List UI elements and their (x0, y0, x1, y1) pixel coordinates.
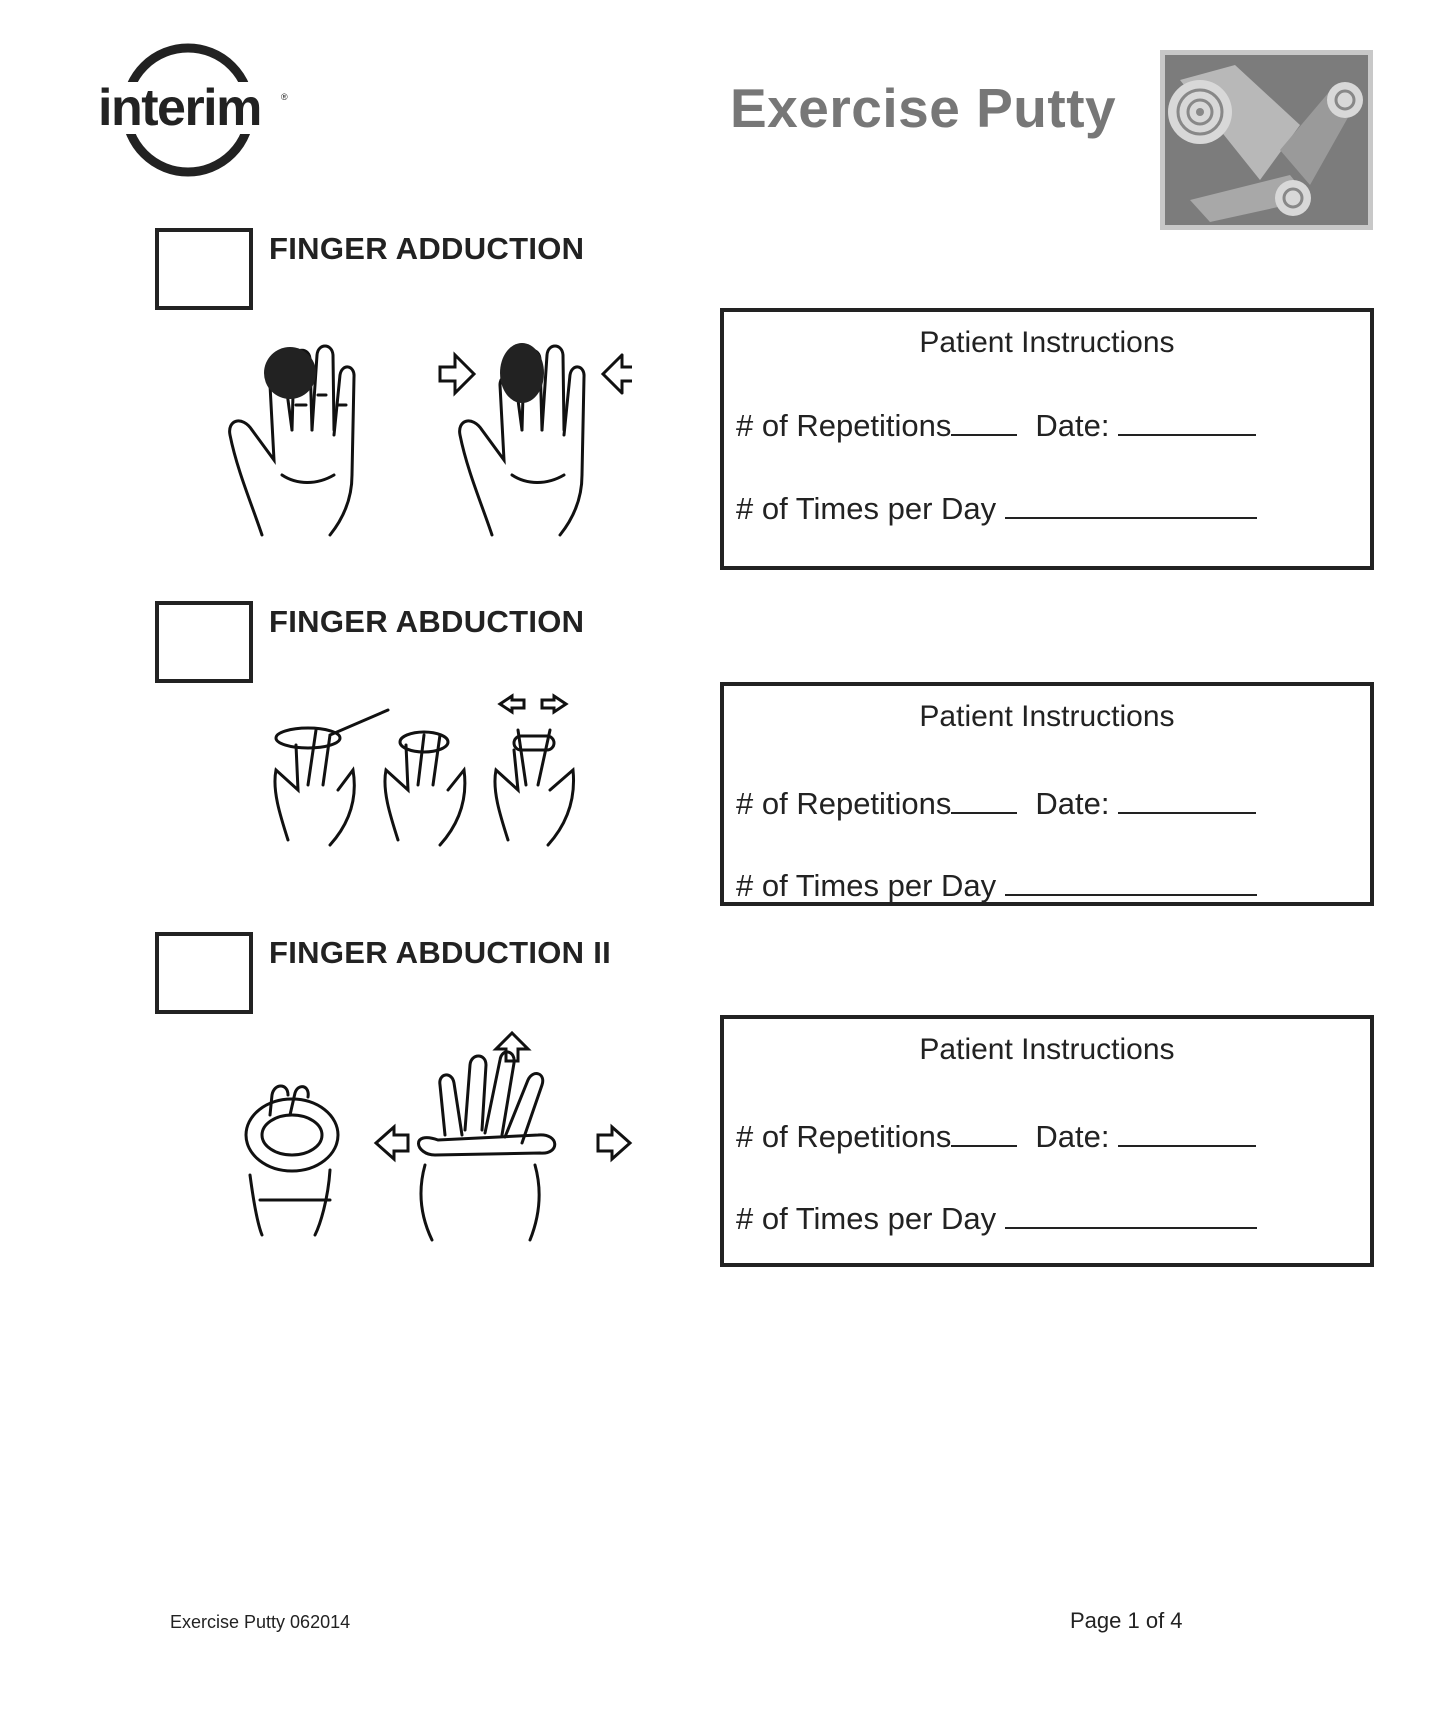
finger-abduction-checkbox[interactable] (155, 601, 253, 683)
panel-heading: Patient Instructions (919, 700, 1175, 733)
times-per-day-label: # of Times per Day (736, 868, 997, 903)
page-title: Exercise Putty (730, 77, 1117, 139)
times-per-day-input[interactable] (1005, 493, 1257, 519)
panel-heading: Patient Instructions (919, 1033, 1175, 1066)
finger-adduction-checkbox[interactable] (155, 228, 253, 310)
patient-instructions-panel-2 (720, 682, 1374, 906)
date-label: Date: (1035, 786, 1110, 821)
repetitions-input[interactable] (951, 788, 1017, 814)
patient-instructions-panel-1 (720, 308, 1374, 570)
times-per-day-input[interactable] (1005, 870, 1257, 896)
logo-wordmark: interim (98, 79, 261, 137)
finger-abduction-ii-checkbox[interactable] (155, 932, 253, 1014)
repetitions-label: # of Repetitions (736, 786, 952, 821)
finger-adduction-illustration (222, 335, 632, 540)
repetitions-input[interactable] (951, 1121, 1017, 1147)
finger-abduction-ii-illustration (240, 1025, 640, 1250)
date-label: Date: (1035, 1119, 1110, 1154)
repetitions-label: # of Repetitions (736, 1119, 952, 1154)
patient-instructions-panel-3 (720, 1015, 1374, 1267)
repetitions-input[interactable] (951, 410, 1017, 436)
footer-doc-code: Exercise Putty 062014 (170, 1612, 351, 1632)
section-title-finger-abduction-ii: FINGER ABDUCTION II (269, 935, 612, 970)
finger-abduction-illustration (268, 690, 608, 850)
section-title-finger-abduction: FINGER ABDUCTION (269, 604, 585, 639)
times-per-day-input[interactable] (1005, 1203, 1257, 1229)
date-input[interactable] (1118, 788, 1256, 814)
date-input[interactable] (1118, 1121, 1256, 1147)
page-number: Page 1 of 4 (1070, 1608, 1183, 1633)
times-per-day-label: # of Times per Day (736, 1201, 997, 1236)
registered-mark: ® (281, 92, 288, 102)
times-per-day-label: # of Times per Day (736, 491, 997, 526)
mechanical-linkage-emblem-icon (1160, 50, 1373, 230)
panel-heading: Patient Instructions (919, 326, 1175, 359)
repetitions-label: # of Repetitions (736, 408, 952, 443)
section-title-finger-adduction: FINGER ADDUCTION (269, 231, 585, 266)
date-label: Date: (1035, 408, 1110, 443)
date-input[interactable] (1118, 410, 1256, 436)
